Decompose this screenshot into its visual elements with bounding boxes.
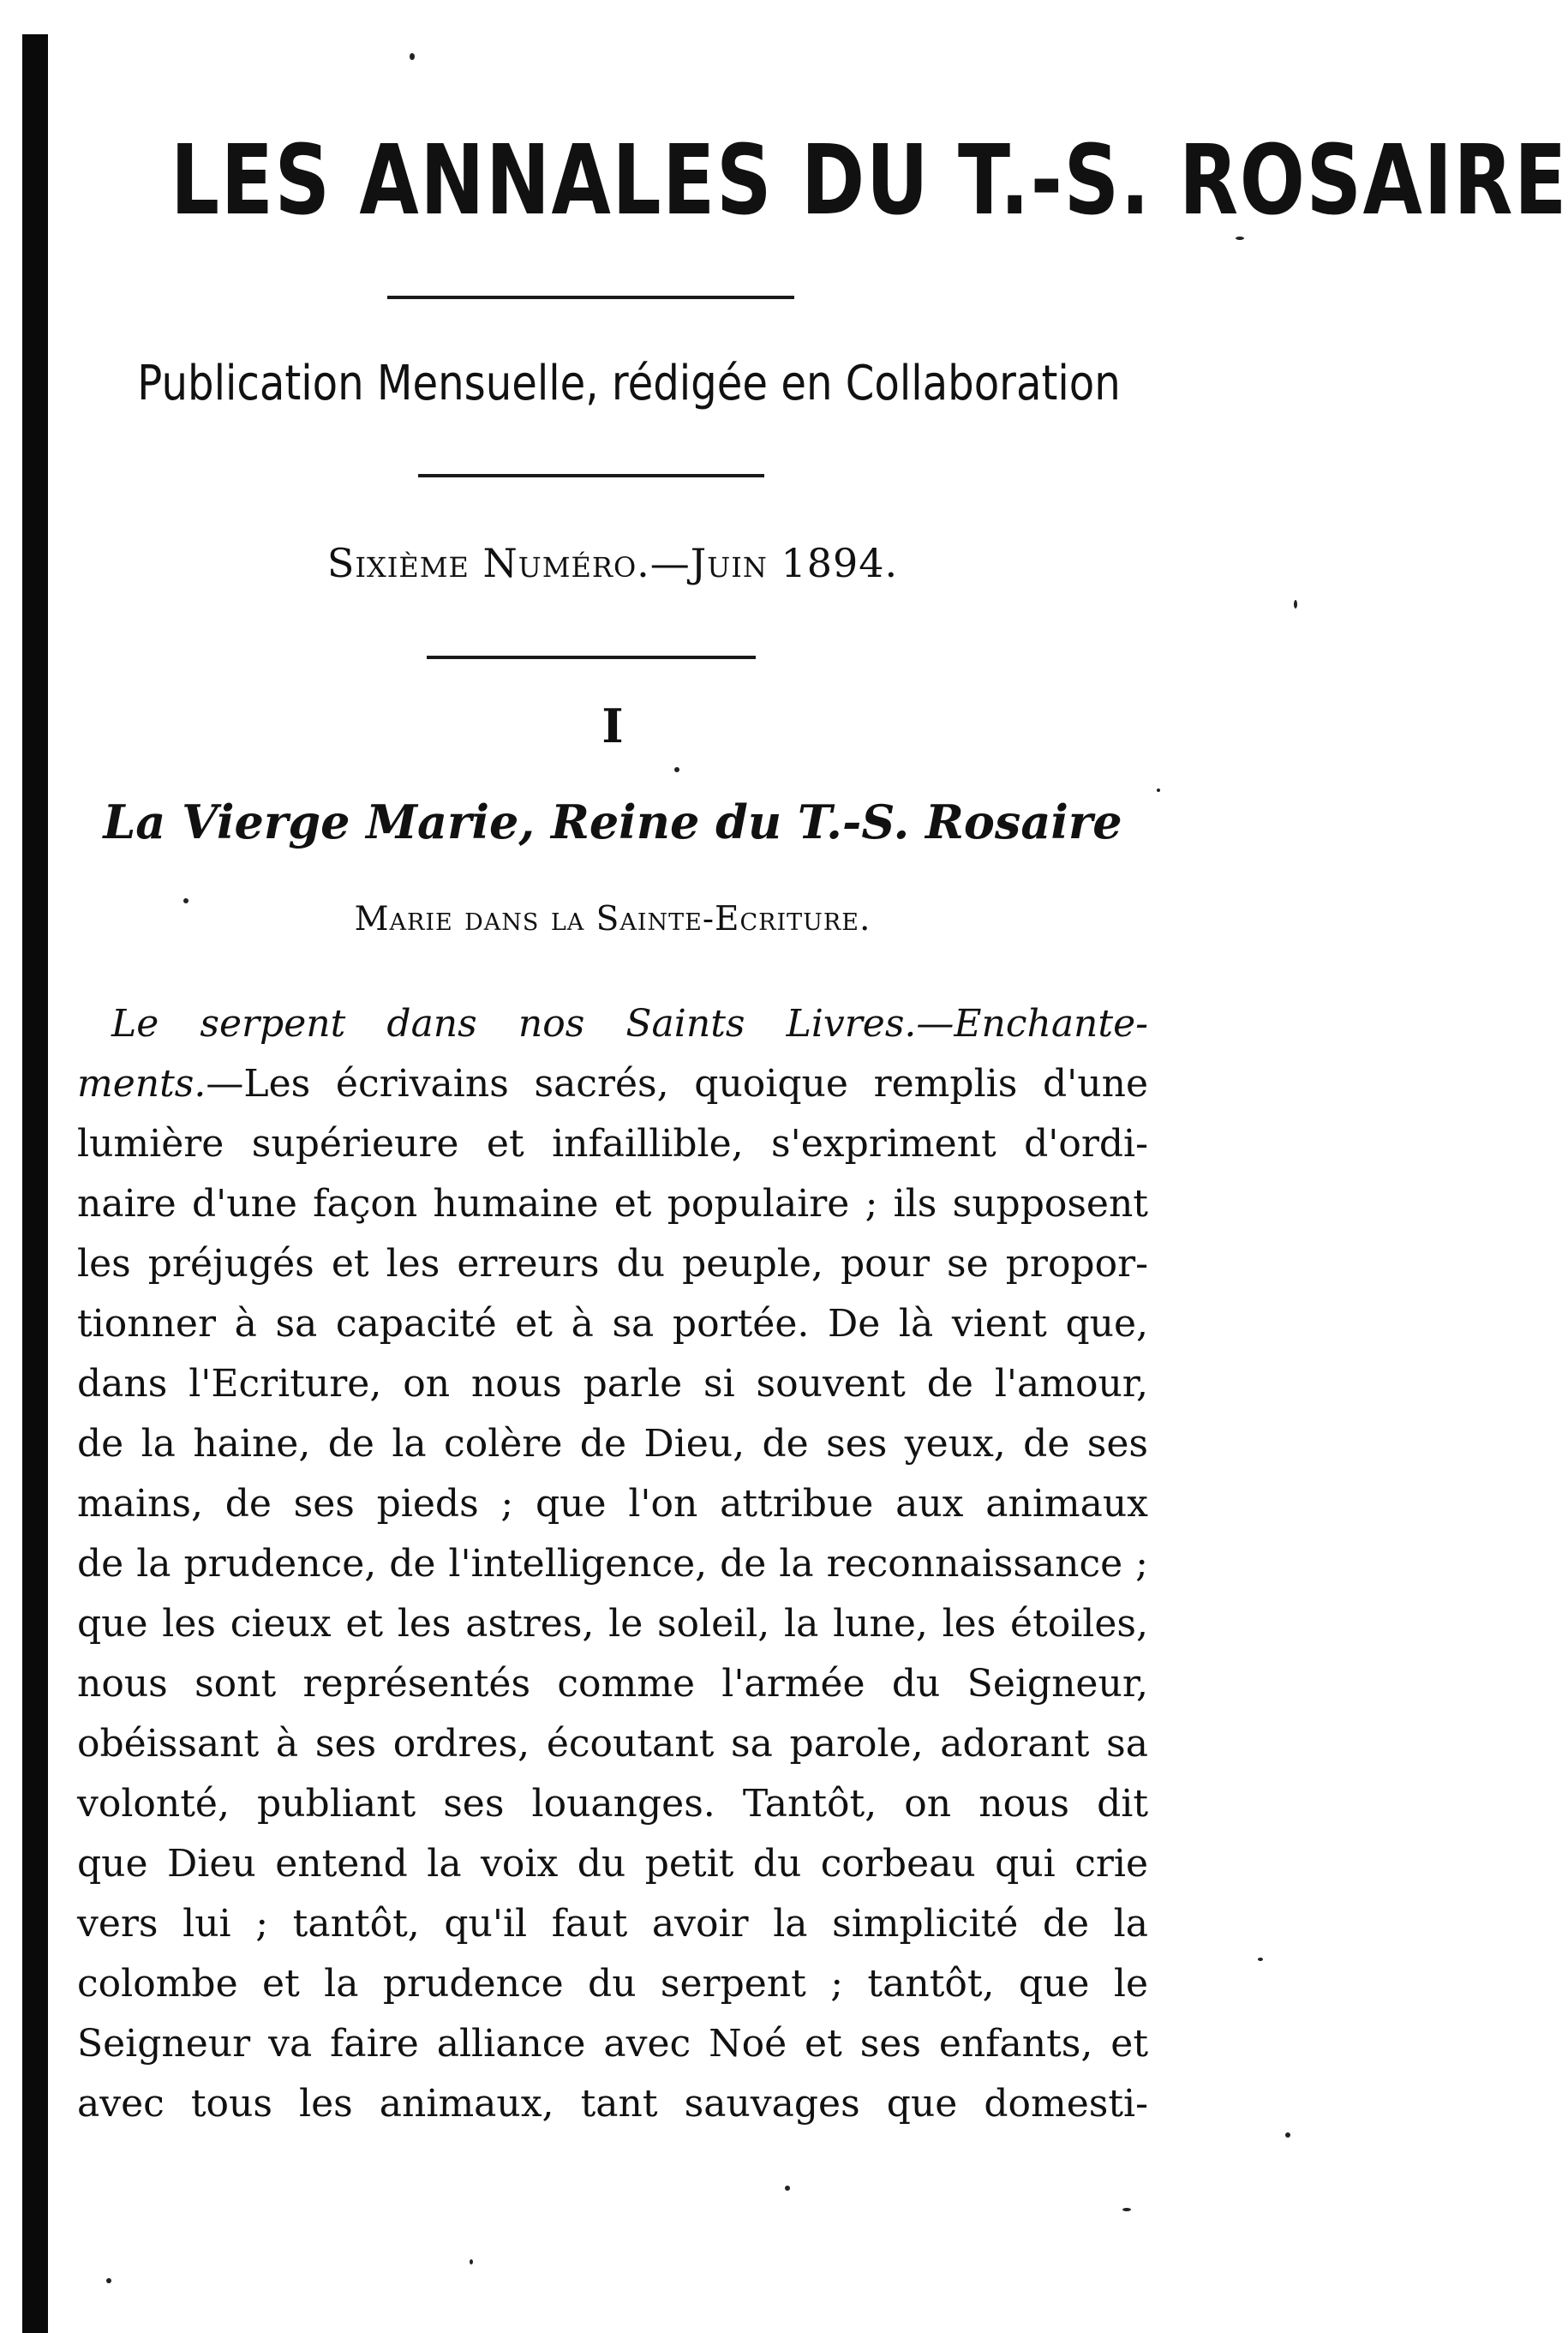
- scan-speck: [1122, 2208, 1131, 2211]
- body-line-9: mains, de ses pieds ; que l'on attribue aux animaux: [77, 1482, 1148, 1526]
- section-subtitle: Marie dans la Sainte-Ecriture.: [354, 900, 871, 939]
- scan-speck: [1258, 1958, 1263, 1961]
- issue-line: Sixième Numéro.—Juin 1894.: [326, 540, 899, 586]
- lead-italic: Le serpent dans nos Saints Livres.—Enchante-: [111, 1002, 1148, 1046]
- scan-speck: [785, 2186, 790, 2191]
- lead-italic-continued: ments.: [77, 1062, 206, 1106]
- scan-speck: [674, 767, 679, 772]
- masthead-title: LES ANNALES DU T.-S. ROSAIRE: [171, 125, 1568, 237]
- scan-speck: [1294, 600, 1297, 609]
- rule-under-masthead: [387, 296, 794, 299]
- body-line-18: Seigneur va faire alliance avec Noé et ses enfants, et: [77, 2022, 1148, 2066]
- body-line-12: nous sont représentés comme l'armée du Seigneur,: [77, 1662, 1148, 1706]
- body-line-14: volonté, publiant ses louanges. Tantôt, on nous dit: [77, 1782, 1148, 1826]
- scan-speck: [1285, 2132, 1290, 2138]
- publication-subtitle: Publication Mensuelle, rédigée en Collaboration: [137, 356, 1121, 411]
- body-line-17: colombe et la prudence du serpent ; tantôt, que le: [77, 1962, 1148, 2006]
- scan-speck: [1236, 237, 1244, 240]
- scan-speck: [410, 53, 415, 60]
- body-text-span: —Les écrivains sacrés, quoique remplis d'une: [206, 1062, 1148, 1106]
- scan-speck: [106, 2278, 111, 2283]
- body-line-3: lumière supérieure et infaillible, s'expriment d'ordi-: [77, 1122, 1148, 1166]
- scan-speck: [183, 898, 189, 903]
- scan-speck: [1157, 789, 1160, 792]
- document-page: [60, 0, 1568, 2333]
- body-line-6: tionner à sa capacité et à sa portée. De là vient que,: [77, 1302, 1148, 1346]
- rule-under-subtitle: [418, 474, 764, 477]
- body-line-16: vers lui ; tantôt, qu'il faut avoir la simplicité de la: [77, 1902, 1148, 1946]
- article-body: [77, 994, 1148, 2134]
- body-line-15: que Dieu entend la voix du petit du corbeau qui crie: [77, 1842, 1148, 1886]
- rule-under-issue: [427, 656, 756, 659]
- body-line-13: obéissant à ses ordres, écoutant sa parole, adorant sa: [77, 1722, 1148, 1766]
- body-line-19: avec tous les animaux, tant sauvages que domesti-: [77, 2082, 1148, 2126]
- section-title: La Vierge Marie, Reine du T.-S. Rosaire: [103, 795, 1122, 849]
- section-number: I: [601, 699, 624, 753]
- body-line-1: [77, 994, 1148, 1054]
- body-line-10: de la prudence, de l'intelligence, de la reconnaissance ;: [77, 1542, 1148, 1586]
- body-line-11: que les cieux et les astres, le soleil, la lune, les étoiles,: [77, 1602, 1148, 1646]
- body-line-7: dans l'Ecriture, on nous parle si souvent de l'amour,: [77, 1362, 1148, 1406]
- body-line-2: [77, 1054, 1148, 1114]
- body-line-8: de la haine, de la colère de Dieu, de ses yeux, de ses: [77, 1422, 1148, 1466]
- body-line-4: naire d'une façon humaine et populaire ; ils supposent: [77, 1182, 1148, 1226]
- scan-speck: [470, 2259, 473, 2264]
- body-line-5: les préjugés et les erreurs du peuple, pour se propor-: [77, 1242, 1148, 1286]
- scan-binding-edge: [22, 34, 48, 2333]
